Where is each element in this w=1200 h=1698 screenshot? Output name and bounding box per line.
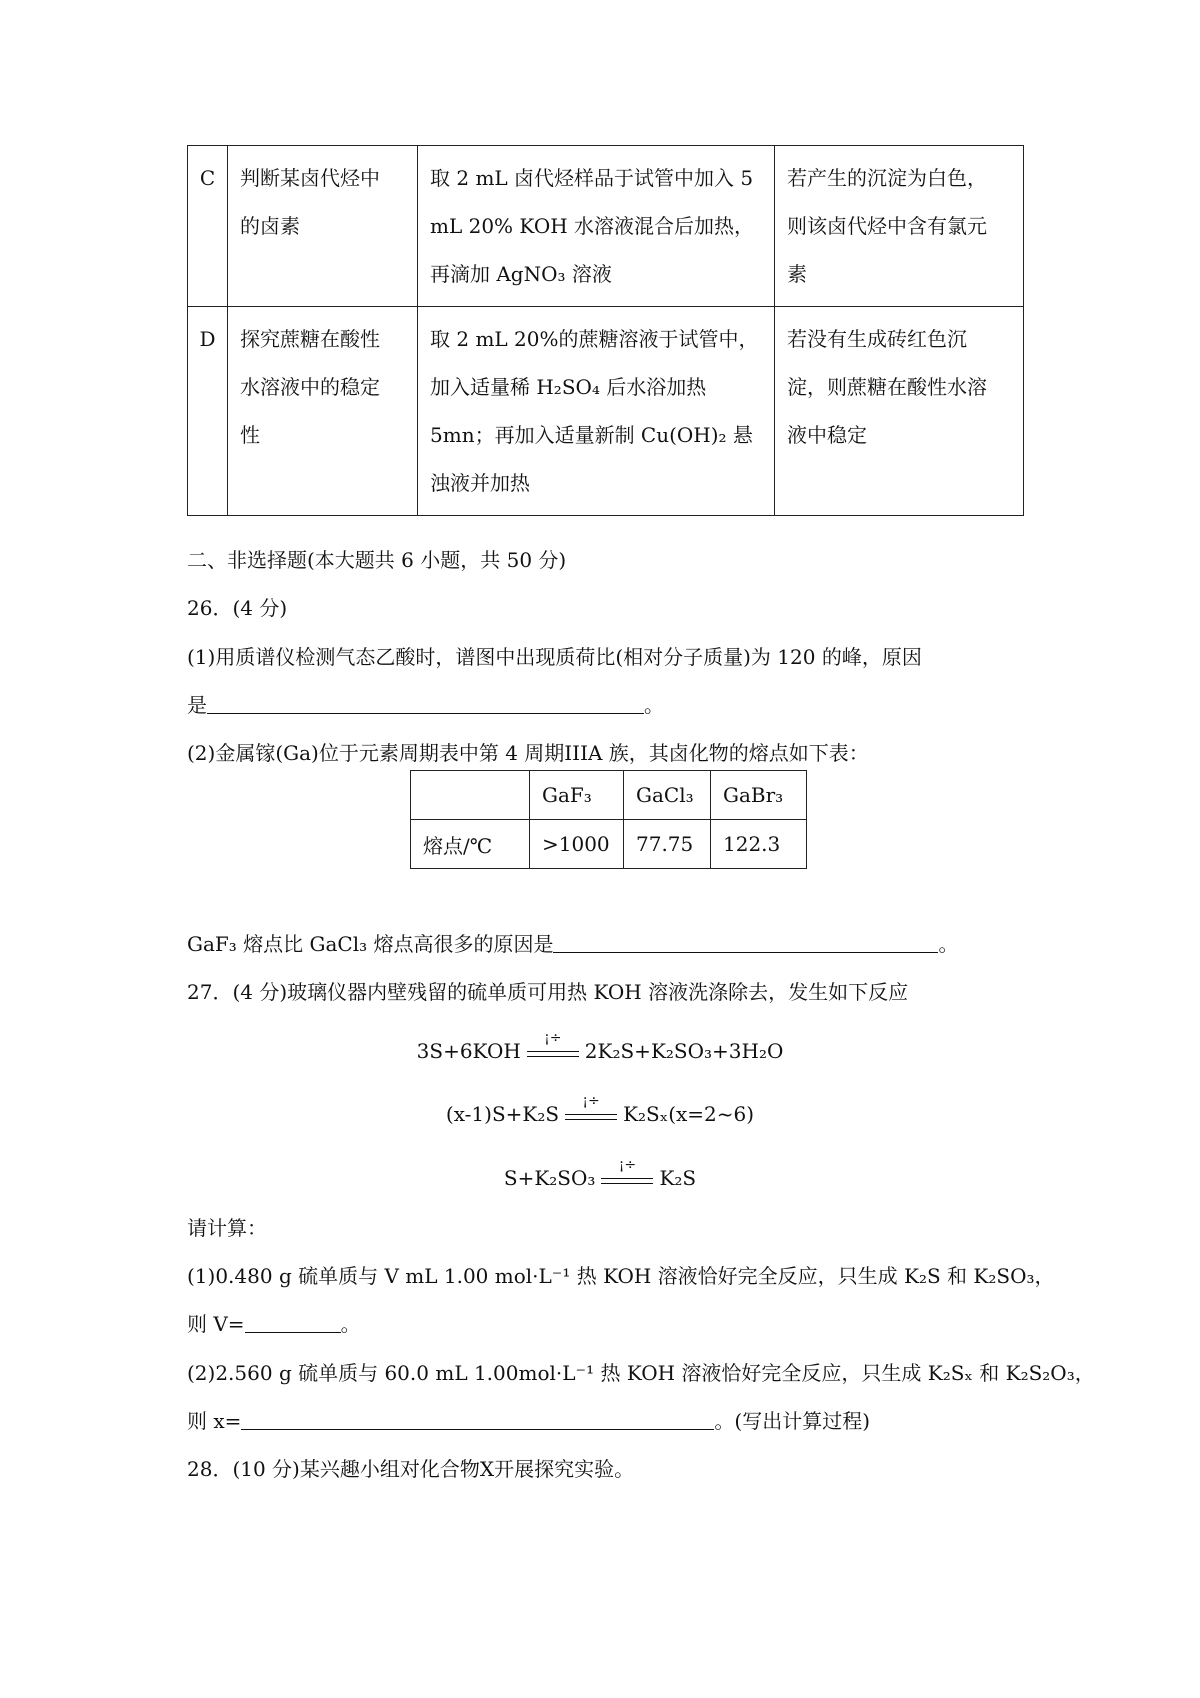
conclusion-cell: 若产生的沉淀为白色， 则该卤代烃中含有氯元 素	[775, 146, 1024, 307]
q26-part2: (2)金属镓(Ga)位于元素周期表中第 4 周期IIIA 族，其卤化物的熔点如下表：	[187, 741, 869, 765]
section-heading: 二、非选择题(本大题共 6 小题，共 50 分)	[187, 548, 567, 572]
value-cell: 122.3	[711, 820, 807, 869]
header-cell: GaCl₃	[624, 771, 711, 820]
table-row	[411, 820, 807, 869]
q26-part1-line1: (1)用质谱仪检测气态乙酸时，谱图中出现质荷比(相对分子质量)为 120 的峰，原因	[187, 645, 922, 669]
equation-1: 3S+6KOH ¡÷ 2K₂S+K₂SO₃+3H₂O	[416, 1029, 784, 1063]
value-cell: 77.75	[624, 820, 711, 869]
q26-part1-line2: 是 。	[187, 693, 664, 717]
heat-condition-mark: ¡÷	[565, 1106, 617, 1126]
q27-part2-line2: 则 x= 。(写出计算过程)	[187, 1409, 871, 1433]
conclusion-cell: 若没有生成砖红色沉 淀，则蔗糖在酸性水溶 液中稳定	[775, 307, 1024, 516]
purpose-cell: 判断某卤代烃中 的卤素	[228, 146, 418, 307]
q28-title: 28．(10 分)某兴趣小组对化合物Ⅹ开展探究实验。	[187, 1457, 635, 1481]
answer-blank	[241, 1409, 714, 1430]
q27-part1-line2: 则 V= 。	[187, 1312, 361, 1336]
table-row	[188, 146, 1024, 307]
row-label: D	[188, 307, 228, 516]
header-cell: GaF₃	[530, 771, 624, 820]
answer-blank	[207, 693, 644, 714]
q27-part1-line1: (1)0.480 g 硫单质与 V mL 1.00 mol·L⁻¹ 热 KOH 溶液恰好完全反应，只生成 K₂S 和 K₂SO₃，	[187, 1264, 1055, 1288]
row-label: C	[188, 146, 228, 307]
table-row	[188, 307, 1024, 516]
q26-title: 26．(4 分)	[187, 596, 288, 620]
heat-condition-mark: ¡÷	[601, 1170, 653, 1190]
operation-cell: 取 2 mL 20%的蔗糖溶液于试管中， 加入适量稀 H₂SO₄ 后水浴加热 5mn；再加入适量新制 Cu(OH)₂ 悬 浊液并加热	[418, 307, 775, 516]
row-label-cell: 熔点/℃	[411, 820, 530, 869]
header-cell: GaBr₃	[711, 771, 807, 820]
q26-tail: GaF₃ 熔点比 GaCl₃ 熔点高很多的原因是 。	[187, 932, 959, 956]
q27-part2-line1: (2)2.560 g 硫单质与 60.0 mL 1.00mol·L⁻¹ 热 KOH 溶液恰好完全反应，只生成 K₂Sₓ 和 K₂S₂O₃，	[187, 1361, 1095, 1385]
melting-point-table	[410, 770, 807, 869]
equation-2: (x-1)S+K₂S ¡÷ K₂Sₓ(x=2~6)	[445, 1092, 755, 1126]
header-cell	[411, 771, 530, 820]
q27-calc-label: 请计算：	[187, 1216, 267, 1240]
table-row	[411, 771, 807, 820]
operation-cell: 取 2 mL 卤代烃样品于试管中加入 5 mL 20% KOH 水溶液混合后加热， 再滴加 AgNO₃ 溶液	[418, 146, 775, 307]
heat-condition-mark: ¡÷	[527, 1043, 579, 1063]
purpose-cell: 探究蔗糖在酸性 水溶液中的稳定 性	[228, 307, 418, 516]
answer-blank	[245, 1312, 341, 1333]
q27-title: 27．(4 分)玻璃仪器内壁残留的硫单质可用热 KOH 溶液洗涤除去，发生如下反应	[187, 980, 909, 1004]
answer-blank	[553, 932, 938, 953]
equation-3: S+K₂SO₃ ¡÷ K₂S	[503, 1156, 697, 1190]
value-cell: >1000	[530, 820, 624, 869]
experiment-table	[187, 145, 1024, 516]
